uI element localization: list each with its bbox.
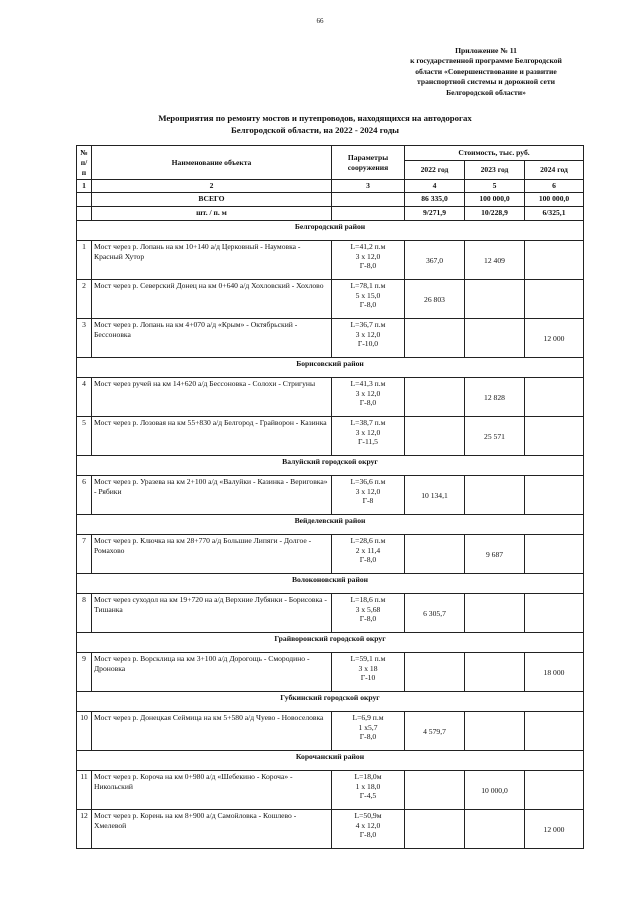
param-line: 4 х 12,0 bbox=[355, 820, 381, 830]
param-line: Г-8,0 bbox=[359, 300, 377, 310]
table-row bbox=[77, 771, 584, 810]
param-line: Г-8,0 bbox=[359, 830, 377, 840]
object-name: Мост через р. Ворсклица на км 3+100 а/д Дорогощь - Смородино - Дроновка bbox=[92, 653, 332, 692]
cost-2024 bbox=[525, 476, 584, 515]
title-line: Белгородской области, на 2022 - 2024 годы bbox=[230, 125, 400, 135]
document-title bbox=[110, 112, 520, 136]
object-params bbox=[332, 712, 405, 751]
table-row bbox=[77, 319, 584, 358]
object-name: Мост через р. Ключка на км 28+770 а/д Большие Липяги - Долгое - Ромахово bbox=[92, 535, 332, 574]
object-name: Мост через р. Лопань на км 10+140 а/д Церковный - Наумовка - Красный Хутор bbox=[92, 241, 332, 280]
section-row bbox=[77, 751, 584, 771]
cost-2023: 12 828 bbox=[465, 378, 525, 417]
cost-2023 bbox=[465, 476, 525, 515]
row-number: 1 bbox=[77, 241, 92, 280]
row-number: 2 bbox=[77, 280, 92, 319]
section-row bbox=[77, 456, 584, 476]
object-name: Мост через р. Лозовая на км 55+830 а/д Белгород - Грайворон - Казинка bbox=[92, 417, 332, 456]
header-2024: 2024 год bbox=[525, 161, 584, 180]
units-2022: 9/271,9 bbox=[405, 207, 465, 221]
param-line: 3 х 12,0 bbox=[355, 427, 381, 437]
object-params bbox=[332, 810, 405, 849]
cost-2024 bbox=[525, 241, 584, 280]
table-row bbox=[77, 712, 584, 751]
sections-body bbox=[77, 221, 584, 849]
cost-2023 bbox=[465, 594, 525, 633]
total-2024: 100 000,0 bbox=[525, 193, 584, 207]
section-row bbox=[77, 515, 584, 535]
header-2022: 2022 год bbox=[405, 161, 465, 180]
object-params bbox=[332, 535, 405, 574]
cost-2023: 25 571 bbox=[465, 417, 525, 456]
cost-2023 bbox=[465, 319, 525, 358]
appendix-header bbox=[388, 46, 584, 98]
cost-2022 bbox=[405, 771, 465, 810]
param-line: Г-8 bbox=[362, 496, 374, 506]
param-line: L=38,7 п.м bbox=[350, 418, 386, 427]
cost-2024 bbox=[525, 378, 584, 417]
header-params: Параметры сооружения bbox=[332, 146, 405, 180]
param-line: L=28,6 п.м bbox=[350, 536, 386, 545]
bridges-table bbox=[76, 145, 584, 849]
header-num: № п/п bbox=[77, 146, 92, 180]
param-line: 3 х 12,0 bbox=[355, 486, 381, 496]
table-row bbox=[77, 378, 584, 417]
section-title: Корочанский район bbox=[77, 751, 584, 771]
total-2022: 86 335,0 bbox=[405, 193, 465, 207]
cost-2024: 12 000 bbox=[525, 319, 584, 358]
param-line: Г-10 bbox=[360, 673, 376, 683]
table-row bbox=[77, 417, 584, 456]
table-row bbox=[77, 810, 584, 849]
cost-2022: 10 134,1 bbox=[405, 476, 465, 515]
table-row bbox=[77, 280, 584, 319]
object-name: Мост через ручей на км 14+620 а/д Бессоновка - Солохи - Стригуны bbox=[92, 378, 332, 417]
row-number: 5 bbox=[77, 417, 92, 456]
row-number: 7 bbox=[77, 535, 92, 574]
cost-2024 bbox=[525, 594, 584, 633]
table-row bbox=[77, 535, 584, 574]
object-name: Мост через р. Уразева на км 2+100 а/д «Валуйки - Казинка - Вериговка» - Рябики bbox=[92, 476, 332, 515]
row-number: 8 bbox=[77, 594, 92, 633]
cost-2023: 12 409 bbox=[465, 241, 525, 280]
object-params bbox=[332, 319, 405, 358]
cost-2022 bbox=[405, 417, 465, 456]
cost-2022 bbox=[405, 653, 465, 692]
row-number: 11 bbox=[77, 771, 92, 810]
section-title: Волоконовский район bbox=[77, 574, 584, 594]
cost-2024 bbox=[525, 771, 584, 810]
param-line: 1 х5,7 bbox=[358, 722, 378, 732]
object-params bbox=[332, 417, 405, 456]
cost-2024: 18 000 bbox=[525, 653, 584, 692]
param-line: L=6,9 п.м bbox=[352, 713, 384, 722]
column-number: 5 bbox=[465, 180, 525, 193]
row-number: 10 bbox=[77, 712, 92, 751]
appendix-line: к государственной программе Белгородской bbox=[410, 56, 562, 66]
appendix-line: Приложение № 11 bbox=[455, 46, 517, 55]
cost-2024: 12 000 bbox=[525, 810, 584, 849]
header-name: Наименование объекта bbox=[92, 146, 332, 180]
column-number: 4 bbox=[405, 180, 465, 193]
totals-row bbox=[77, 193, 584, 207]
param-line: L=41,3 п.м bbox=[350, 379, 386, 388]
object-params bbox=[332, 594, 405, 633]
cost-2023 bbox=[465, 653, 525, 692]
row-number: 9 bbox=[77, 653, 92, 692]
section-title: Грайворонский городской округ bbox=[77, 633, 584, 653]
param-line: Г-8,0 bbox=[359, 555, 377, 565]
param-line: 3 х 12,0 bbox=[355, 388, 381, 398]
section-title: Белгородский район bbox=[77, 221, 584, 241]
cost-2022: 26 803 bbox=[405, 280, 465, 319]
appendix-line: транспортной системы и дорожной сети bbox=[417, 77, 555, 87]
param-line: Г-8,0 bbox=[359, 732, 377, 742]
section-row bbox=[77, 692, 584, 712]
cost-2022: 4 579,7 bbox=[405, 712, 465, 751]
row-number: 12 bbox=[77, 810, 92, 849]
section-row bbox=[77, 358, 584, 378]
column-number: 1 bbox=[77, 180, 92, 193]
param-line: L=36,7 п.м bbox=[350, 320, 386, 329]
param-line: L=36,6 п.м bbox=[350, 477, 386, 486]
object-name: Мост через суходол на км 19+720 на а/д Верхние Лубянки - Борисовка - Тишанка bbox=[92, 594, 332, 633]
appendix-line: Белгородской области» bbox=[446, 87, 526, 97]
units-2023: 10/228,9 bbox=[465, 207, 525, 221]
cost-2022: 367,0 bbox=[405, 241, 465, 280]
param-line: L=18,0м bbox=[354, 772, 382, 781]
section-row bbox=[77, 221, 584, 241]
page-number: 66 bbox=[316, 17, 324, 25]
table-row bbox=[77, 594, 584, 633]
cost-2022 bbox=[405, 319, 465, 358]
object-params bbox=[332, 476, 405, 515]
totals-label: ВСЕГО bbox=[92, 193, 332, 207]
cost-2024 bbox=[525, 535, 584, 574]
cost-2023: 10 000,0 bbox=[465, 771, 525, 810]
table-row bbox=[77, 653, 584, 692]
appendix-line: области «Совершенствование и развитие bbox=[415, 66, 557, 76]
param-line: 2 х 11,4 bbox=[355, 545, 381, 555]
param-line: 3 х 12,0 bbox=[355, 329, 381, 339]
row-number: 6 bbox=[77, 476, 92, 515]
cost-2022 bbox=[405, 535, 465, 574]
object-name: Мост через р. Донецкая Сеймица на км 5+580 а/д Чуево - Новоселовка bbox=[92, 712, 332, 751]
cost-2024 bbox=[525, 417, 584, 456]
cost-2023: 9 687 bbox=[465, 535, 525, 574]
header-2023: 2023 год bbox=[465, 161, 525, 180]
object-name: Мост через р. Короча на км 0+980 а/д «Шебекино - Короча» - Никольский bbox=[92, 771, 332, 810]
param-line: L=78,1 п.м bbox=[350, 281, 386, 290]
cost-2023 bbox=[465, 280, 525, 319]
cost-2024 bbox=[525, 280, 584, 319]
column-number: 3 bbox=[332, 180, 405, 193]
section-title: Валуйский городской округ bbox=[77, 456, 584, 476]
object-params bbox=[332, 771, 405, 810]
cost-2023 bbox=[465, 712, 525, 751]
section-title: Вейделевский район bbox=[77, 515, 584, 535]
table-row bbox=[77, 241, 584, 280]
param-line: 3 х 18 bbox=[358, 663, 378, 673]
header-cost: Стоимость, тыс. руб. bbox=[405, 146, 584, 161]
param-line: L=18,6 п.м bbox=[350, 595, 386, 604]
total-2023: 100 000,0 bbox=[465, 193, 525, 207]
param-line: L=50,9м bbox=[354, 811, 382, 820]
param-line: Г-4,5 bbox=[359, 791, 377, 801]
title-line: Мероприятия по ремонту мостов и путепроводов, находящихся на автодорогах bbox=[158, 113, 472, 123]
cost-2022: 6 305,7 bbox=[405, 594, 465, 633]
object-params bbox=[332, 378, 405, 417]
param-line: Г-8,0 bbox=[359, 261, 377, 271]
object-name: Мост через р. Корень на км 8+900 а/д Самойловка - Кошлево - Хмелевой bbox=[92, 810, 332, 849]
section-row bbox=[77, 633, 584, 653]
param-line: 1 х 18,0 bbox=[355, 781, 381, 791]
param-line: Г-11,5 bbox=[358, 437, 378, 447]
column-number: 2 bbox=[92, 180, 332, 193]
object-params bbox=[332, 241, 405, 280]
row-number: 3 bbox=[77, 319, 92, 358]
units-row bbox=[77, 207, 584, 221]
object-params bbox=[332, 653, 405, 692]
column-number: 6 bbox=[525, 180, 584, 193]
section-title: Борисовский район bbox=[77, 358, 584, 378]
param-line: L=41,2 п.м bbox=[350, 242, 386, 251]
units-label: шт. / п. м bbox=[92, 207, 332, 221]
section-row bbox=[77, 574, 584, 594]
object-name: Мост через р. Лопань на км 4+070 а/д «Крым» - Октябрьский - Бессоновка bbox=[92, 319, 332, 358]
param-line: 3 х 12,0 bbox=[355, 251, 381, 261]
param-line: 5 х 15,0 bbox=[355, 290, 381, 300]
table-row bbox=[77, 476, 584, 515]
param-line: Г-8,0 bbox=[359, 398, 377, 408]
cost-2022 bbox=[405, 378, 465, 417]
cost-2023 bbox=[465, 810, 525, 849]
param-line: Г-10,0 bbox=[357, 339, 379, 349]
cost-2024 bbox=[525, 712, 584, 751]
param-line: 3 х 5,68 bbox=[355, 604, 381, 614]
object-params bbox=[332, 280, 405, 319]
param-line: Г-8,0 bbox=[359, 614, 377, 624]
param-line: L=59,1 п.м bbox=[350, 654, 386, 663]
object-name: Мост через р. Северский Донец на км 0+640 а/д Хохловский - Хохлово bbox=[92, 280, 332, 319]
section-title: Губкинский городской округ bbox=[77, 692, 584, 712]
row-number: 4 bbox=[77, 378, 92, 417]
units-2024: 6/325,1 bbox=[525, 207, 584, 221]
cost-2022 bbox=[405, 810, 465, 849]
